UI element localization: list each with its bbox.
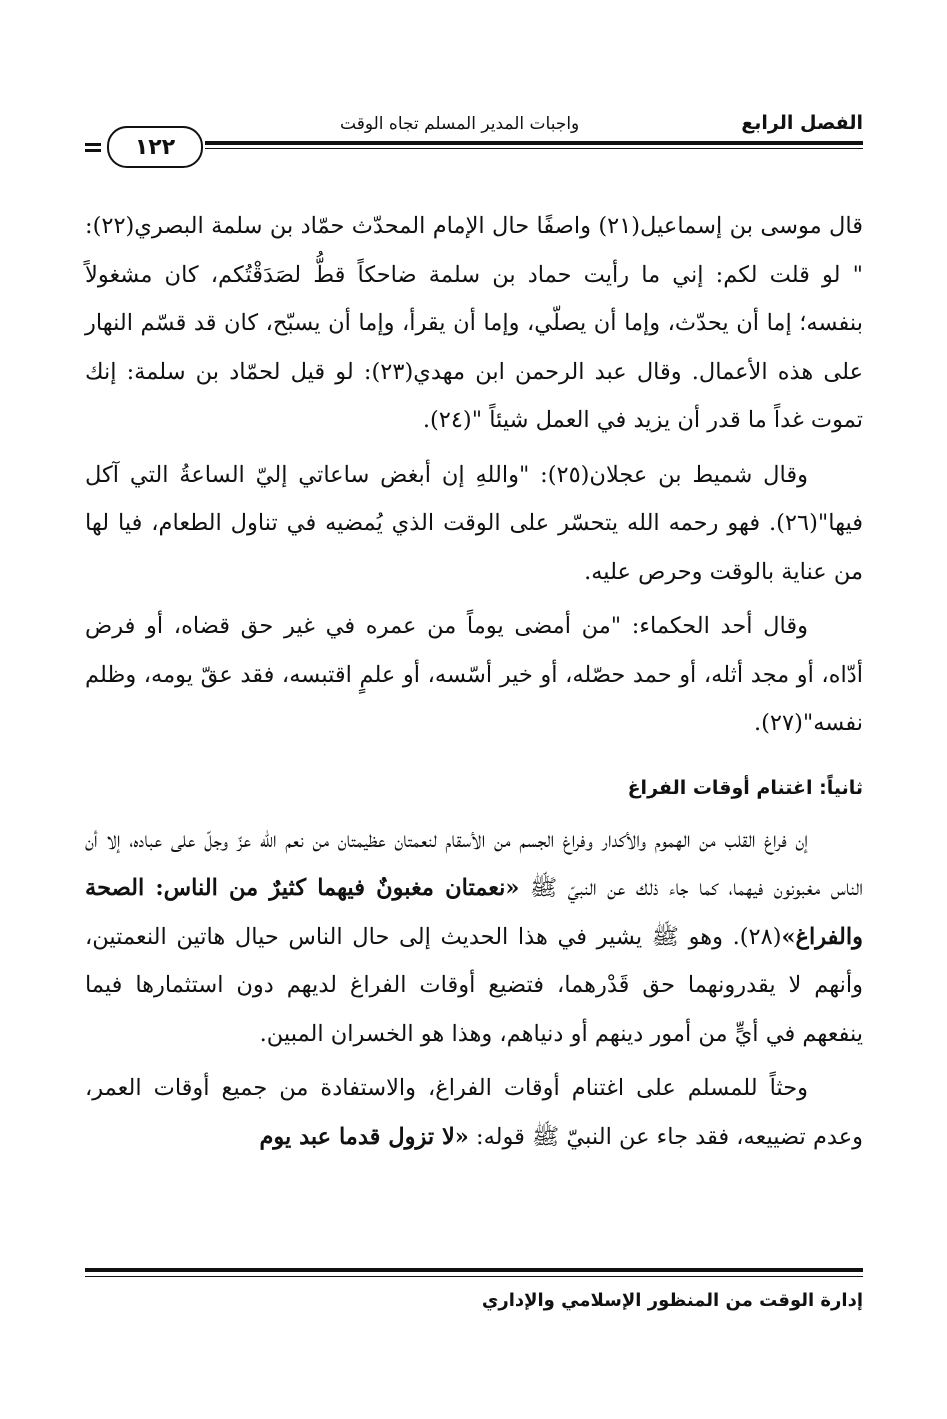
book-title-footer: إدارة الوقت من المنظور الإسلامي والإداري xyxy=(481,1290,863,1311)
paragraph-4-text-a: إن فراغ القلب من الهموم والأكدار وفراغ الجسم من الأسقام لنعمتان عظيمتان من نعم الله عزّ وجلّ على عباده، إلا أن الناس مغبونون فيهما، كما جاء ذلك عن النبيّ ﷺ xyxy=(85,826,863,901)
footer-rule-thin xyxy=(85,1276,863,1277)
page-number: ١٢٢ xyxy=(134,134,176,160)
header-rule-thick xyxy=(205,141,863,145)
paragraph-5 xyxy=(85,1064,863,1161)
header-dash-top xyxy=(85,143,101,146)
paragraph-4 xyxy=(85,816,863,1059)
body-text xyxy=(85,202,863,1161)
header-rule-thin xyxy=(205,148,863,149)
page-header xyxy=(85,108,863,168)
hadith-quote-2: «لا تزول قدما عبد يوم xyxy=(259,1123,469,1150)
page-number-badge xyxy=(107,126,203,168)
section-heading: ثانياً: اغتنام أوقات الفراغ xyxy=(627,776,863,799)
paragraph-5-text: وحثاً للمسلم على اغتنام أوقات الفراغ، والاستفادة من جميع أوقات العمر، وعدم تضييعه، فقد جاء عن النبيّ ﷺ قوله: xyxy=(85,1075,863,1150)
paragraph-2: وقال شميط بن عجلان(٢٥): "واللهِ إن أبغض ساعاتي إليّ الساعةُ التي آكل فيها"(٢٦). فهو رحمه الله يتحسّر على الوقت الذي يُمضيه في تناول الطعام، فيا لها من عناية بالوقت وحرص عليه. xyxy=(85,461,863,585)
paragraph-1: قال موسى بن إسماعيل(٢١) واصفًا حال الإمام المحدّث حمّاد بن سلمة البصري(٢٢): " لو قلت لكم: إني ما رأيت حماد بن سلمة ضاحكاً قطُّ لصَدَقْتُكم، كان مشغولاً بنفسه؛ إما أن يحدّث، وإما أن يصلّي، وإما أن يقرأ، وإما أن يسبّح، كان قد قسّم النهار على هذه الأعمال. وقال عبد الرحمن ابن مهدي(٢٣): لو قيل لحمّاد بن سلمة: إنك تموت غداً ما قدر أن يزيد في العمل شيئاً "(٢٤). xyxy=(85,213,863,433)
header-dash-bottom xyxy=(85,149,101,152)
footer-rule-thick xyxy=(85,1268,863,1272)
chapter-title: الفصل الرابع xyxy=(741,112,863,134)
paragraph-4-text-b: (٢٨). وهو ﷺ يشير في هذا الحديث إلى حال الناس حيال هاتين النعمتين، وأنهم لا يقدرونهما حق قَدْرهما، فتضيع أوقات الفراغ لديهم دون استثمارها فيما ينفعهم في أيٍّ من أمور دينهم أو دنياهم، وهذا هو الخسران المبين. xyxy=(85,923,863,1047)
paragraph-3: وقال أحد الحكماء: "من أمضى يوماً من عمره في غير حق قضاه، أو فرض أدّاه، أو مجد أثله، أو حمد حصّله، أو خير أسّسه، أو علمٍ اقتبسه، فقد عقّ يومه، وظلم نفسه"(٢٧). xyxy=(85,613,863,736)
running-title: واجبات المدير المسلم تجاه الوقت xyxy=(340,114,580,134)
hadith-quote: «نعمتان مغبونٌ فيهما كثيرٌ من الناس: الصحة والفراغ» xyxy=(85,875,863,950)
